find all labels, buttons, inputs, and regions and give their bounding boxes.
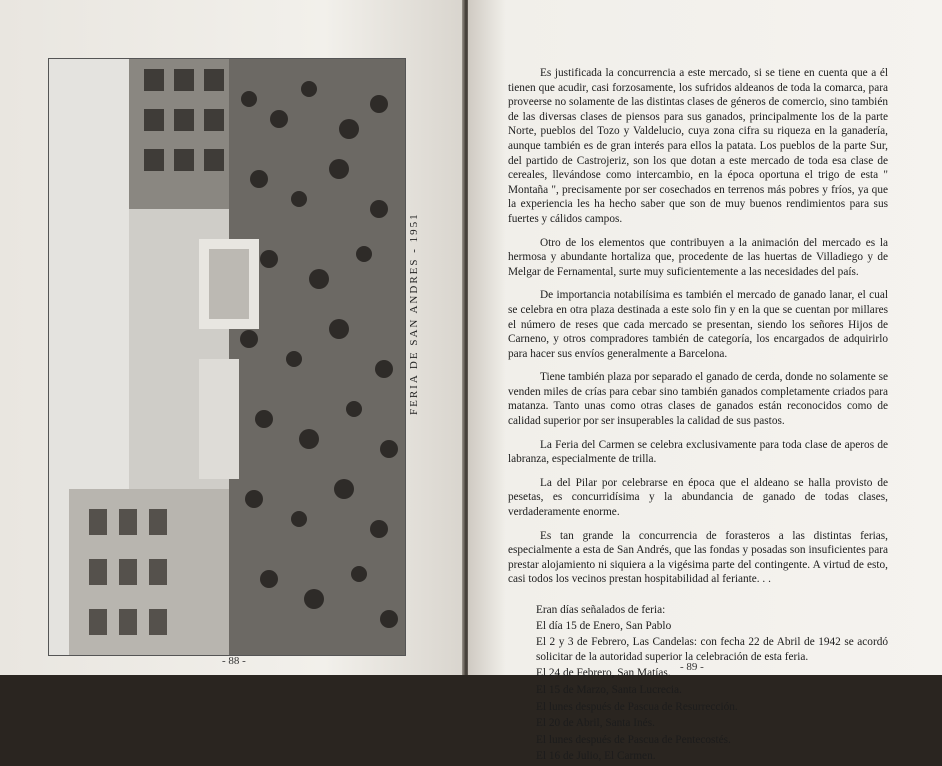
paragraph: La Feria del Carmen se celebra exclusivamente para toda clase de aperos de labranza, especialmente de trilla. bbox=[508, 438, 888, 466]
paragraph: Es justificada la concurrencia a este mercado, si se tiene en cuenta que a él tienen que acudir, casi forzosamente, los sufridos aldeanos de toda la comarca, para proveerse no solamente de las distintas clases de géneros de comercio, sino también de las diversas clases de piensos para sus ganados, principalmente los de la parte Norte, pueblos del Tozo y Valdelucio, cuya zona cifra su riqueza en la ganadería, aunque también es de gran interés para ellos la patata. Los pueblos de la parte Sur, del partido de Castrojeriz, son los que dotan a este mercado de toda esa clase de cereales, llevándose como intercambio, en la época oportuna el trigo de esta " Montaña ", precisamente por ser cosechados en terrenos más pobres y fríos, ya que la experiencia les ha hecho saber que son de muy buenos rendimientos para sus fuertes y cálidos campos. bbox=[508, 67, 888, 225]
fair-day-item: El lunes después de Pascua de Pentecostés. bbox=[536, 733, 731, 746]
fair-day-item: El 24 de Febrero, San Matías. bbox=[536, 667, 671, 680]
paragraph: La del Pilar por celebrarse en época que el aldeano se halla provisto de pesetas, es concurridísima y la abundancia de ganado de todas clases, verdaderamente enorme. bbox=[508, 476, 888, 519]
paragraph: Otro de los elementos que contribuyen a la animación del mercado es la hermosa y abundante hortaliza que, procedente de las huertas de Villadiego y de Melgar de Fernamental, surte muy suficientemente a las necesidades del país. bbox=[508, 236, 888, 278]
fair-day-item: El 15 de Marzo, Santa Lucrecia. bbox=[536, 683, 682, 696]
fair-days-title: Eran días señalados de feria: bbox=[536, 604, 666, 616]
fair-day-item: El lunes después de Pascua de Resurrección. bbox=[536, 700, 738, 713]
paragraph: Es tan grande la concurrencia de forasteros a las distintas ferias, especialmente a esta de San Andrés, que las fondas y posadas son insuficientes para prestar alojamiento ni siquiera a la vigésima parte del contingente. A virtud de esto, casi todos los vecinos prestan hospitabilidad al feriante. . . bbox=[508, 529, 888, 586]
left-page-number: - 88 - bbox=[222, 655, 246, 667]
fair-day-item: El 16 de Julio, El Carmen. bbox=[536, 750, 656, 763]
paragraph: Tiene también plaza por separado el ganado de cerda, donde no solamente se venden miles de crías para cebar sino también ganados completamente criados para matanza. Tanto unas como otras clases de ganados están reconocidos como de calidad superior por ser insuperables la calidad de sus pastos. bbox=[508, 371, 888, 428]
photo-illustration bbox=[49, 59, 405, 655]
fair-day-item: El 2 y 3 de Febrero, Las Candelas: con fecha 22 de Abril de 1942 se acordó solicitar de la autoridad superior la celebración de esta feria. bbox=[536, 636, 888, 663]
fair-day-item: El día 15 de Enero, San Pablo bbox=[536, 619, 672, 632]
right-page-number: - 89 - bbox=[680, 661, 704, 673]
fair-photograph bbox=[48, 58, 406, 656]
left-page bbox=[0, 0, 464, 675]
paragraph: De importancia notabilísima es también el mercado de ganado lanar, el cual se celebra en otra plaza destinada a este solo fin y en la que se cuentan por millares el número de reses que cada mercado se presentan, siendo los señores Hijos de Carneno, y otros compradores también de categoría, los encargados de adquirirlo para hacer sus envíos generalmente a Barcelona. bbox=[508, 289, 888, 360]
fair-day-item: El 20 de Abril, Santa Inés. bbox=[536, 717, 655, 730]
fair-days-list bbox=[508, 603, 888, 764]
photo-caption: FERIA DE SAN ANDRES - 1951 bbox=[408, 212, 420, 415]
